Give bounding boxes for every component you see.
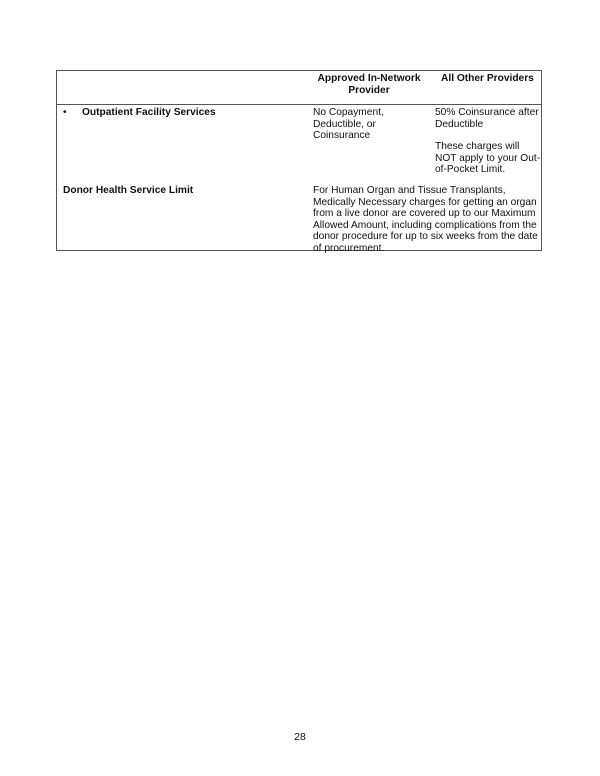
page-number: 28 — [294, 731, 306, 743]
header-in-network-line2: Provider — [348, 84, 390, 96]
other-outpatient — [435, 107, 543, 130]
text-line: from a live donor are covered up to our Maximum — [313, 208, 536, 220]
donor-description — [313, 185, 543, 255]
text-line: Medically Necessary charges for getting an organ — [313, 196, 537, 208]
header-other-providers: All Other Providers — [441, 73, 534, 84]
header-in-network — [307, 73, 431, 96]
text-line: Deductible — [435, 118, 484, 130]
text-line: For Human Organ and Tissue Transplants, — [313, 185, 506, 196]
text-line: of procurement. — [313, 242, 385, 254]
text-line: 50% Coinsurance after — [435, 107, 539, 118]
row-label-donor: Donor Health Service Limit — [63, 185, 194, 196]
text-line: These charges will — [435, 141, 520, 152]
text-line: of-Pocket Limit. — [435, 164, 506, 176]
in-network-outpatient — [313, 107, 433, 142]
text-line: Coinsurance — [313, 130, 371, 142]
text-line: Allowed Amount, including complications from the — [313, 219, 537, 231]
bullet: • — [63, 107, 67, 118]
text-line: donor procedure for up to six weeks from the date — [313, 231, 538, 243]
text-line: Deductible, or — [313, 118, 376, 130]
header-in-network-line1: Approved In-Network — [317, 73, 421, 84]
text-line: No Copayment, — [313, 107, 384, 118]
other-outpatient-note — [435, 141, 543, 176]
benefits-table — [56, 70, 542, 254]
row-label-outpatient: Outpatient Facility Services — [82, 107, 216, 118]
header-divider — [57, 104, 541, 105]
text-line: NOT apply to your Out- — [435, 152, 541, 164]
